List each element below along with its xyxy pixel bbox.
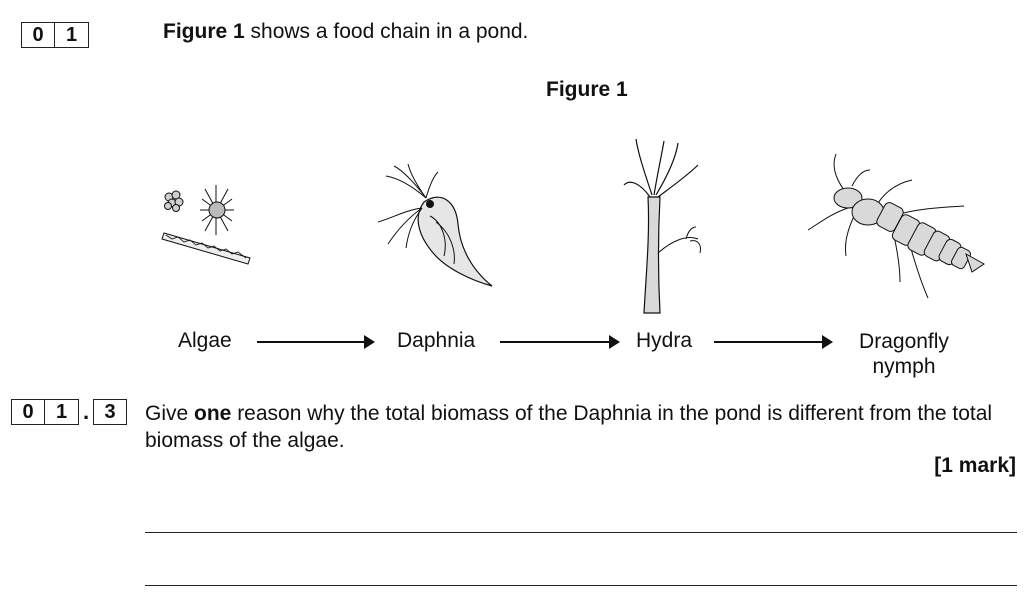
hydra-illustration <box>618 135 708 320</box>
question-text-before: Give <box>145 402 195 425</box>
question-emphasis: one <box>194 402 232 425</box>
subquestion-separator: . <box>82 399 90 424</box>
organism-label-dragonfly <box>854 329 954 379</box>
organism-label-algae: Algae <box>178 329 232 352</box>
organism-label-dragonfly-line1: Dragonfly <box>859 330 949 353</box>
subquestion-digit: 3 <box>93 399 127 425</box>
question-digit: 0 <box>21 22 55 48</box>
arrow-algae-to-daphnia <box>257 341 373 343</box>
organism-label-dragonfly-line2: nymph <box>872 355 936 378</box>
subquestion-digit: 0 <box>11 399 45 425</box>
subquestion-number-box <box>11 399 127 425</box>
question-digit: 1 <box>55 22 89 48</box>
intro-text <box>163 20 528 44</box>
answer-line[interactable] <box>145 585 1017 586</box>
subquestion-digit: 1 <box>45 399 79 425</box>
organism-label-hydra: Hydra <box>636 329 693 352</box>
arrow-hydra-to-dragonfly <box>714 341 831 343</box>
organism-label-daphnia: Daphnia <box>397 329 476 352</box>
figure-title: Figure 1 <box>546 78 628 101</box>
daphnia-illustration <box>372 162 502 292</box>
marks-label: [1 mark] <box>934 454 1016 477</box>
dragonfly-nymph-illustration <box>804 150 999 305</box>
intro-rest: shows a food chain in a pond. <box>244 20 529 43</box>
intro-figure-ref: Figure 1 <box>163 20 245 43</box>
question-text-after: reason why the total biomass of the Daphnia in the pond is different from the total biomass of the algae. <box>145 402 993 452</box>
question-text <box>145 400 1005 454</box>
answer-line[interactable] <box>145 532 1017 533</box>
algae-illustration <box>160 185 260 265</box>
question-number-box <box>21 22 89 48</box>
arrow-daphnia-to-hydra <box>500 341 618 343</box>
